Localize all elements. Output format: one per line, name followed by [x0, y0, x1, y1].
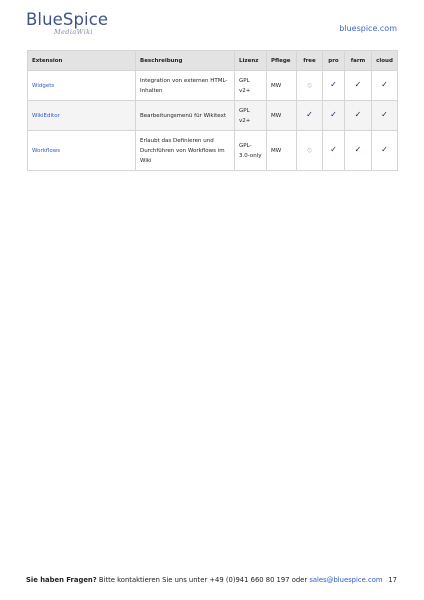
description-cell: Integration von externen HTML-Inhalten: [136, 71, 235, 101]
license-cell: GPL-3.0-only: [235, 131, 267, 171]
free-cell: [297, 101, 323, 131]
license-cell: GPL v2+: [235, 101, 267, 131]
col-header-pro: pro: [323, 51, 345, 71]
extensions-table: [27, 50, 398, 171]
bluespice-logo: [26, 10, 109, 36]
table-header-row: [28, 51, 398, 71]
license-cell: GPL v2+: [235, 71, 267, 101]
site-link[interactable]: bluespice.com: [339, 24, 397, 33]
check-icon: ✓: [354, 145, 362, 154]
footer-question: Sie haben Fragen?: [26, 576, 97, 584]
check-icon: ✓: [381, 145, 388, 154]
extension-link-wikieditor[interactable]: WikiEditor: [32, 112, 60, 119]
maintenance-cell: MW: [267, 101, 297, 131]
extension-link-workflows[interactable]: Workflows: [32, 147, 61, 154]
page-number: 17: [388, 576, 397, 584]
free-cell: [297, 131, 323, 171]
cloud-cell: [372, 131, 398, 171]
logo-main-text: BlueSpice: [26, 10, 109, 29]
farm-cell: [345, 131, 372, 171]
check-icon: ✓: [330, 80, 337, 89]
description-cell: Bearbeitungsmenü für Wikitext: [136, 101, 235, 131]
maintenance-cell: MW: [267, 71, 297, 101]
cloud-cell: [372, 101, 398, 131]
check-icon: ✓: [381, 80, 388, 89]
check-icon: ✓: [330, 145, 337, 154]
footer-contact: [26, 576, 382, 584]
col-header-extension: Extension: [28, 51, 136, 71]
check-icon: ✓: [330, 110, 337, 119]
footer-text: Bitte kontaktieren Sie uns unter +49 (0)941 660 80 197 oder: [98, 576, 308, 584]
free-cell: [297, 71, 323, 101]
col-header-farm: farm: [345, 51, 372, 71]
footer-email-link[interactable]: sales@bluespice.com: [309, 576, 383, 584]
col-header-cloud: cloud: [372, 51, 398, 71]
col-header-beschreibung: Beschreibung: [136, 51, 235, 71]
maintenance-cell: MW: [267, 131, 297, 171]
extension-cell: [28, 131, 136, 171]
farm-cell: [345, 71, 372, 101]
farm-cell: [345, 101, 372, 131]
check-icon: ✓: [354, 80, 362, 89]
ban-icon: ⦸: [307, 81, 312, 89]
ban-icon: ⦸: [307, 146, 312, 154]
pro-cell: [323, 101, 345, 131]
check-icon: ✓: [354, 110, 362, 119]
logo-sub-text: MediaWiki: [54, 28, 93, 36]
cloud-cell: [372, 71, 398, 101]
check-icon: ✓: [306, 110, 313, 119]
extension-cell: [28, 71, 136, 101]
extension-link-widgets[interactable]: Widgets: [32, 82, 55, 89]
extension-cell: [28, 101, 136, 131]
col-header-free: free: [297, 51, 323, 71]
pro-cell: [323, 131, 345, 171]
check-icon: ✓: [381, 110, 388, 119]
pro-cell: [323, 71, 345, 101]
table-row: [28, 71, 398, 101]
description-cell: Erlaubt das Definieren und Durchführen von Workflows im Wiki: [136, 131, 235, 171]
col-header-pflege: Pflege: [267, 51, 297, 71]
table-row: [28, 131, 398, 171]
col-header-lizenz: Lizenz: [235, 51, 267, 71]
table-row: [28, 101, 398, 131]
